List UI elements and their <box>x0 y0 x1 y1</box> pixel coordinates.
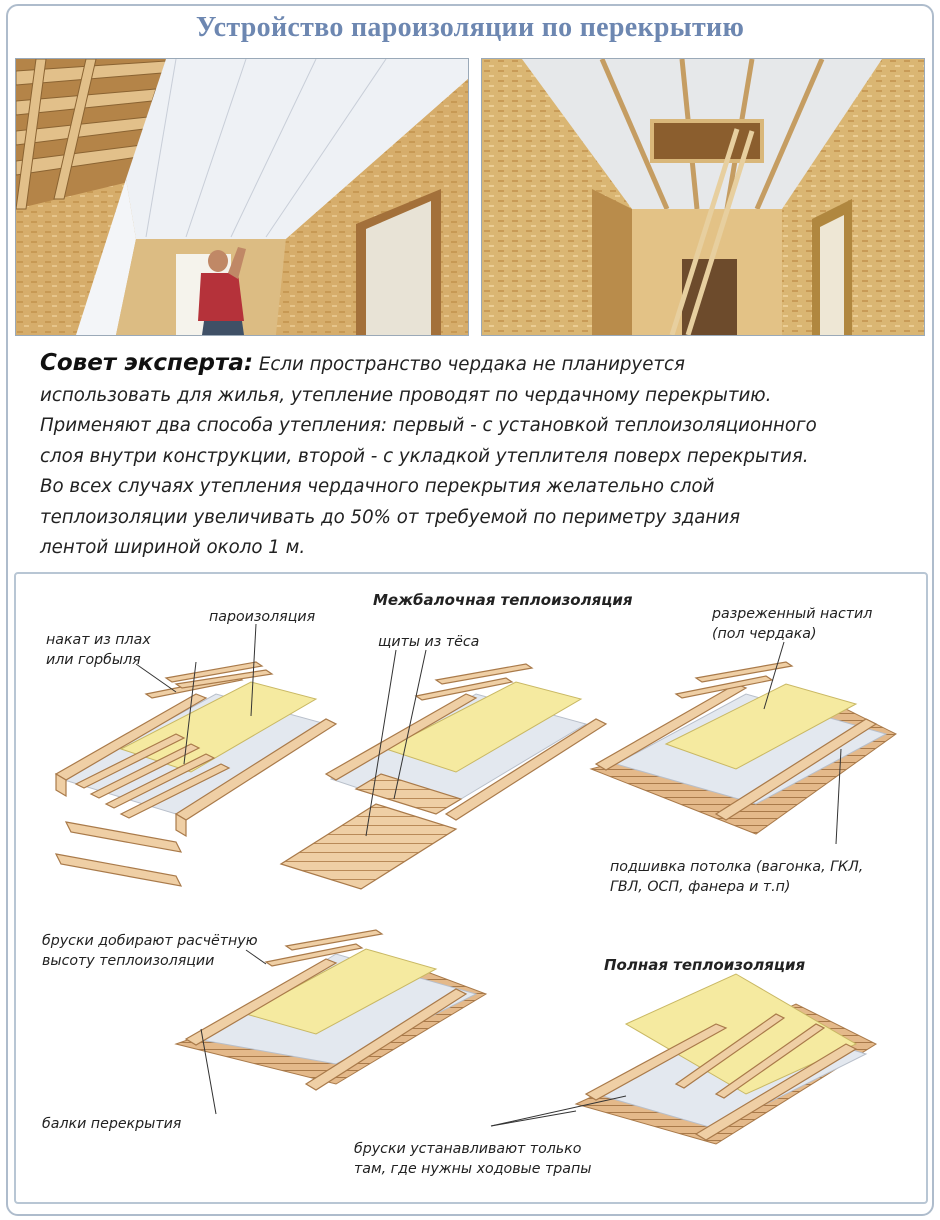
tip-line: Во всех случаях утепления чердачного перекрытия желательно слой <box>40 476 715 497</box>
drawing-nakat <box>56 662 336 886</box>
tip-line: теплоизоляции увеличивать до 50% от требуемой по периметру здания <box>40 506 741 528</box>
tip-line-1 <box>40 348 920 381</box>
drawing-bars <box>176 930 486 1090</box>
tip-line: слоя внутри конструкции, второй - с укладкой утеплителя поверх перекрытия. <box>40 445 809 467</box>
label-nakat-2: или горбыля <box>46 652 141 668</box>
insulation-diagram <box>14 572 928 1204</box>
drawing-shields <box>281 664 606 889</box>
tip-line: Применяют два способа утепления: первый - с установкой теплоизоляционного <box>40 415 817 436</box>
heading-interbeam: Межбалочная теплоизоляция <box>373 591 633 609</box>
label-lining-1: подшивка потолка (вагонка, ГКЛ, <box>610 859 864 875</box>
tip-heading: Совет эксперта: <box>40 350 254 376</box>
label-bars-2: высоту теплоизоляции <box>42 953 215 969</box>
page-title: Устройство пароизоляции по перекрытию <box>195 12 745 43</box>
expert-tip <box>40 348 920 564</box>
photo-worker-installing-film <box>16 59 468 335</box>
label-vapor-barrier: пароизоляция <box>209 609 316 625</box>
drawing-full-insulation <box>576 974 876 1144</box>
label-walkway-2: там, где нужны ходовые трапы <box>354 1161 592 1177</box>
tip-line: лентой шириной около 1 м. <box>40 537 306 558</box>
label-nakat-1: накат из плах <box>46 632 151 648</box>
tip-line: использовать для жилья, утепление проводят по чердачному перекрытию. <box>40 384 772 406</box>
label-shields: щиты из тёса <box>378 634 480 650</box>
label-sparse-floor-2: (пол чердака) <box>712 626 817 642</box>
photo-right <box>481 58 925 336</box>
heading-full: Полная теплоизоляция <box>604 956 806 974</box>
tip-text: Если пространство чердака не планируется <box>258 354 685 375</box>
drawing-sparse-floor <box>591 662 896 834</box>
label-walkway-1: бруски устанавливают только <box>354 1141 582 1157</box>
label-bars-1: бруски добирают расчётную <box>42 933 258 949</box>
label-sparse-floor-1: разреженный настил <box>712 606 873 622</box>
label-beams: балки перекрытия <box>42 1116 182 1132</box>
photo-left <box>15 58 469 336</box>
label-lining-2: ГВЛ, ОСП, фанера и т.п) <box>610 879 791 895</box>
photo-hallway-attic-hatch <box>482 59 924 335</box>
